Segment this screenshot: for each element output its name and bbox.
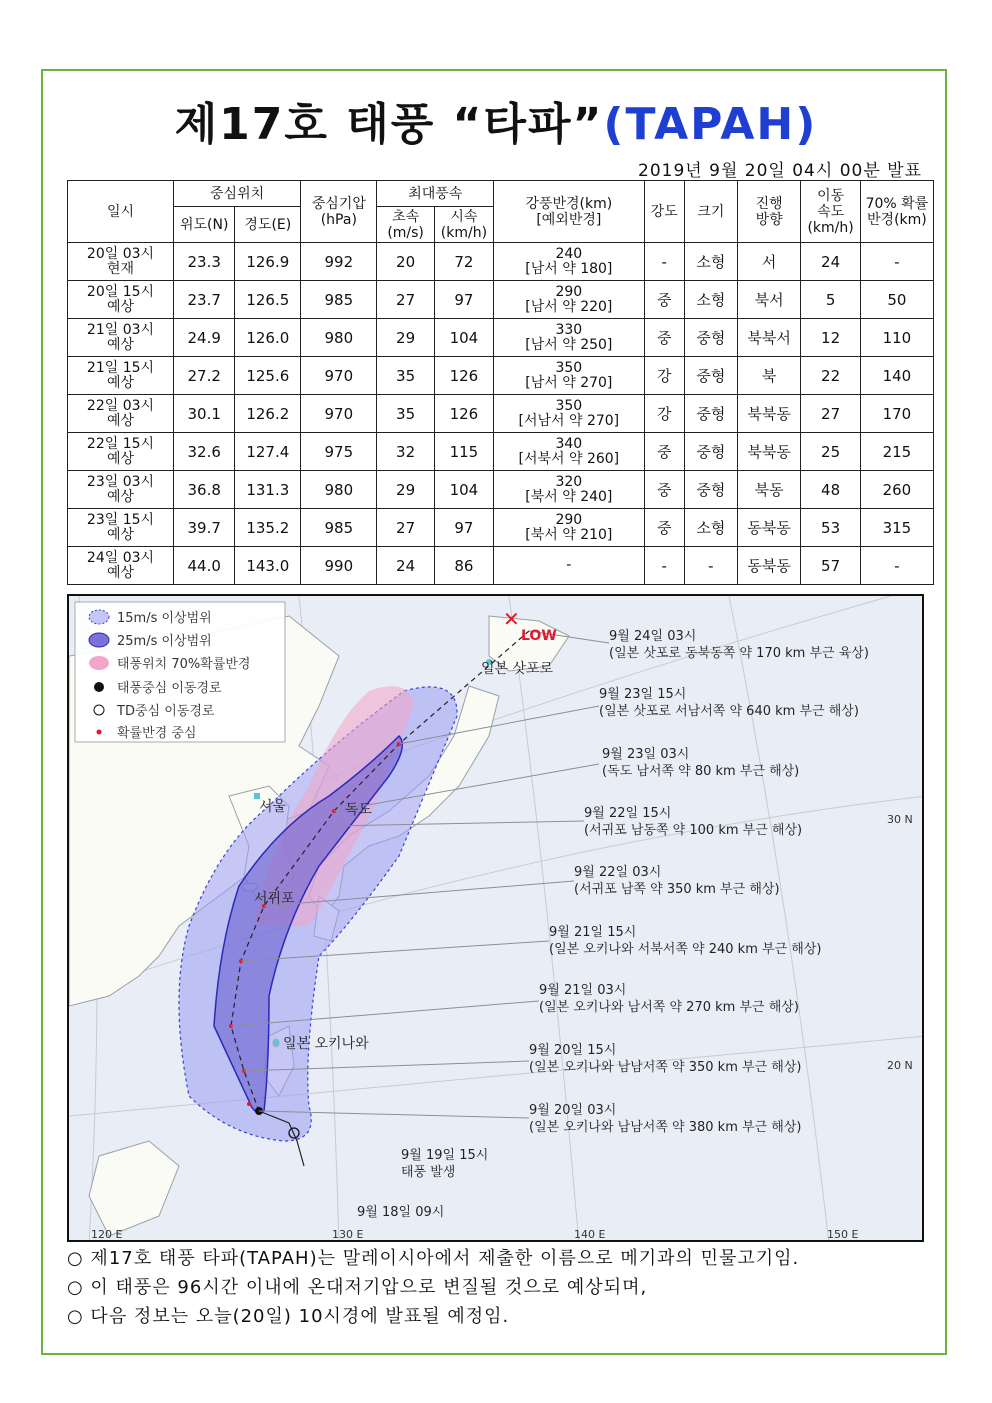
table-row (68, 395, 934, 433)
cell-prob: - (860, 243, 933, 281)
callout-8-time: 9월 20일 03시 (529, 1103, 617, 1118)
cell-kmh: 126 (434, 395, 493, 433)
cell-ms: 35 (377, 395, 434, 433)
cell-size: 소형 (684, 243, 737, 281)
table-row (68, 357, 934, 395)
cell-intensity: - (644, 547, 684, 585)
header-wind-kmh: 시속 (km/h) (434, 207, 493, 243)
callout-3-time: 9월 22일 15시 (584, 806, 672, 821)
cell-lon: 125.6 (235, 357, 301, 395)
cell-size: 중형 (684, 471, 737, 509)
cell-dir: 북 (737, 357, 801, 395)
header-gale-radius: 강풍반경(km) [예외반경] (494, 181, 645, 243)
header-pressure: 중심기압 (hPa) (301, 181, 377, 243)
cell-lat: 32.6 (173, 433, 234, 471)
map-svg (69, 596, 924, 1242)
header-lat: 위도(N) (173, 207, 234, 243)
label-seogwipo: 서귀포 (254, 891, 295, 907)
callout-6-desc: (일본 오키나와 남서쪽 약 270 km 부근 해상) (539, 1000, 799, 1015)
header-speed: 이동 속도 (km/h) (801, 181, 860, 243)
cell-intensity: 중 (644, 471, 684, 509)
cell-speed: 27 (801, 395, 860, 433)
cell-speed: 5 (801, 281, 860, 319)
callout-5-desc: (일본 오키나와 서북서쪽 약 240 km 부근 해상) (549, 942, 822, 957)
cell-datetime: 24일 03시 예상 (68, 547, 174, 585)
cell-intensity: 중 (644, 433, 684, 471)
svg-text:120 E: 120 E (91, 1228, 123, 1241)
table-row (68, 319, 934, 357)
cell-ms: 27 (377, 509, 434, 547)
cell-kmh: 104 (434, 319, 493, 357)
cell-speed: 57 (801, 547, 860, 585)
legend-prob-radius: 태풍위치 70%확률반경 (117, 657, 251, 672)
cell-ms: 29 (377, 471, 434, 509)
svg-text:130 E: 130 E (332, 1228, 364, 1241)
cell-size: 중형 (684, 433, 737, 471)
callout-5-time: 9월 21일 15시 (549, 925, 637, 940)
legend-center-track: 태풍중심 이동경로 (117, 681, 222, 696)
cell-datetime: 22일 15시 예상 (68, 433, 174, 471)
cell-gale-radius: 350 [남서 약 270] (494, 357, 645, 395)
cell-lat: 23.3 (173, 243, 234, 281)
issued-time: 2019년 9월 20일 04시 00분 발표 (638, 161, 922, 181)
cell-gale-radius: 340 [서북서 약 260] (494, 433, 645, 471)
cell-speed: 25 (801, 433, 860, 471)
callout-1-desc: (일본 삿포로 서남서쪽 약 640 km 부근 해상) (599, 704, 859, 719)
cell-size: 중형 (684, 357, 737, 395)
cell-datetime: 22일 03시 예상 (68, 395, 174, 433)
cell-size: 중형 (684, 319, 737, 357)
cell-lon: 126.0 (235, 319, 301, 357)
cell-intensity: 중 (644, 281, 684, 319)
svg-text:30 N: 30 N (887, 813, 913, 826)
legend-prob-center: 확률반경 중심 (117, 726, 197, 741)
cell-hpa: 980 (301, 319, 377, 357)
cell-datetime: 21일 03시 예상 (68, 319, 174, 357)
header-probability-radius: 70% 확률 반경(km) (860, 181, 933, 243)
cell-lat: 24.9 (173, 319, 234, 357)
cell-datetime: 21일 15시 예상 (68, 357, 174, 395)
cell-kmh: 126 (434, 357, 493, 395)
cell-lat: 30.1 (173, 395, 234, 433)
cell-intensity: - (644, 243, 684, 281)
cell-hpa: 970 (301, 395, 377, 433)
cell-lat: 23.7 (173, 281, 234, 319)
cell-intensity: 강 (644, 395, 684, 433)
cell-hpa: 985 (301, 281, 377, 319)
cell-speed: 48 (801, 471, 860, 509)
cell-lat: 36.8 (173, 471, 234, 509)
cell-size: 소형 (684, 509, 737, 547)
low-marker-icon: ✕ (503, 607, 520, 631)
svg-text:150 E: 150 E (827, 1228, 859, 1241)
cell-lon: 143.0 (235, 547, 301, 585)
callout-1-time: 9월 23일 15시 (599, 687, 687, 702)
cell-kmh: 104 (434, 471, 493, 509)
cell-size: 소형 (684, 281, 737, 319)
cell-hpa: 970 (301, 357, 377, 395)
label-seoul: 서울 (259, 799, 287, 815)
cell-speed: 53 (801, 509, 860, 547)
cell-gale-radius: 290 [북서 약 210] (494, 509, 645, 547)
callout-8-desc: (일본 오키나와 남남서쪽 약 380 km 부근 해상) (529, 1120, 802, 1135)
cell-size: 중형 (684, 395, 737, 433)
header-size: 크기 (684, 181, 737, 243)
label-dokdo: 독도 (345, 802, 373, 818)
callout-2-time: 9월 23일 03시 (602, 747, 690, 762)
callout-4-desc: (서귀포 남쪽 약 350 km 부근 해상) (574, 882, 780, 897)
typhoon-track-map (67, 594, 924, 1242)
genesis-time: 9월 19일 15시 (401, 1148, 489, 1163)
cell-prob: 110 (860, 319, 933, 357)
label-sapporo: 일본 삿포로 (481, 661, 554, 677)
cell-hpa: 992 (301, 243, 377, 281)
cell-kmh: 97 (434, 509, 493, 547)
cell-gale-radius: - (494, 547, 645, 585)
cell-datetime: 20일 15시 예상 (68, 281, 174, 319)
cell-kmh: 72 (434, 243, 493, 281)
cell-gale-radius: 350 [서남서 약 270] (494, 395, 645, 433)
label-okinawa: 일본 오키나와 (283, 1036, 369, 1052)
callout-2-desc: (독도 남서쪽 약 80 km 부근 해상) (602, 764, 800, 779)
table-row (68, 509, 934, 547)
cell-lon: 126.5 (235, 281, 301, 319)
cell-lon: 126.2 (235, 395, 301, 433)
cell-kmh: 97 (434, 281, 493, 319)
cell-lat: 44.0 (173, 547, 234, 585)
note-3: ○ 다음 정보는 오늘(20일) 10시경에 발표될 예정임. (67, 1306, 510, 1327)
cell-lon: 131.3 (235, 471, 301, 509)
callout-0-desc: (일본 삿포로 동북동쪽 약 170 km 부근 육상) (609, 646, 869, 661)
cell-size: - (684, 547, 737, 585)
cell-prob: 50 (860, 281, 933, 319)
svg-text:140 E: 140 E (574, 1228, 606, 1241)
cell-datetime: 20일 03시 현재 (68, 243, 174, 281)
cell-prob: 315 (860, 509, 933, 547)
page-title (0, 88, 992, 152)
header-max-wind: 최대풍속 (377, 181, 494, 207)
cell-dir: 북서 (737, 281, 801, 319)
cell-lon: 135.2 (235, 509, 301, 547)
cell-dir: 서 (737, 243, 801, 281)
cell-prob: - (860, 547, 933, 585)
cell-hpa: 980 (301, 471, 377, 509)
cell-speed: 12 (801, 319, 860, 357)
cell-dir: 북북동 (737, 395, 801, 433)
cell-hpa: 985 (301, 509, 377, 547)
cell-intensity: 중 (644, 509, 684, 547)
cell-prob: 170 (860, 395, 933, 433)
callout-4-time: 9월 22일 03시 (574, 865, 662, 880)
callout-7-time: 9월 20일 15시 (529, 1043, 617, 1058)
cell-gale-radius: 240 [남서 약 180] (494, 243, 645, 281)
callout-3-desc: (서귀포 남동쪽 약 100 km 부근 해상) (584, 823, 803, 838)
table-row (68, 433, 934, 471)
notes (67, 1244, 799, 1331)
cell-speed: 22 (801, 357, 860, 395)
cell-dir: 북북서 (737, 319, 801, 357)
cell-speed: 24 (801, 243, 860, 281)
callout-7-desc: (일본 오키나와 남남서쪽 약 350 km 부근 해상) (529, 1060, 802, 1075)
cell-dir: 북동 (737, 471, 801, 509)
header-wind-ms: 초속 (m/s) (377, 207, 434, 243)
cell-lon: 126.9 (235, 243, 301, 281)
header-datetime: 일시 (68, 181, 174, 243)
cell-kmh: 115 (434, 433, 493, 471)
cell-kmh: 86 (434, 547, 493, 585)
callout-0-time: 9월 24일 03시 (609, 629, 697, 644)
svg-text:20 N: 20 N (887, 1059, 913, 1072)
cell-hpa: 990 (301, 547, 377, 585)
cell-lat: 39.7 (173, 509, 234, 547)
cell-datetime: 23일 15시 예상 (68, 509, 174, 547)
callout-6-time: 9월 21일 03시 (539, 983, 627, 998)
cell-ms: 27 (377, 281, 434, 319)
header-direction: 진행 방향 (737, 181, 801, 243)
cell-prob: 260 (860, 471, 933, 509)
table-row (68, 471, 934, 509)
cell-ms: 29 (377, 319, 434, 357)
forecast-table (67, 180, 934, 585)
title-korean: 제17호 태풍 “타파” (174, 99, 604, 150)
cell-prob: 215 (860, 433, 933, 471)
legend-15ms: 15m/s 이상범위 (117, 611, 212, 626)
cell-dir: 동북동 (737, 547, 801, 585)
cell-gale-radius: 330 [남서 약 250] (494, 319, 645, 357)
cell-lon: 127.4 (235, 433, 301, 471)
cell-gale-radius: 290 [남서 약 220] (494, 281, 645, 319)
legend-td-track: TD중심 이동경로 (117, 704, 215, 719)
header-intensity: 강도 (644, 181, 684, 243)
cell-lat: 27.2 (173, 357, 234, 395)
table-row (68, 281, 934, 319)
early-time: 9월 18일 09시 (357, 1205, 445, 1220)
cell-gale-radius: 320 [북서 약 240] (494, 471, 645, 509)
cell-intensity: 중 (644, 319, 684, 357)
note-1: ○ 제17호 태풍 타파(TAPAH)는 말레이시아에서 제출한 이름으로 메기과의 민물고기임. (67, 1248, 800, 1269)
note-2: ○ 이 태풍은 96시간 이내에 온대저기압으로 변질될 것으로 예상되며, (67, 1277, 648, 1298)
cell-ms: 32 (377, 433, 434, 471)
cell-intensity: 강 (644, 357, 684, 395)
cell-ms: 35 (377, 357, 434, 395)
cell-hpa: 975 (301, 433, 377, 471)
header-lon: 경도(E) (235, 207, 301, 243)
title-english: (TAPAH) (603, 99, 818, 150)
table-row (68, 547, 934, 585)
cell-dir: 북북동 (737, 433, 801, 471)
genesis-desc: 태풍 발생 (401, 1165, 456, 1180)
cell-ms: 20 (377, 243, 434, 281)
cell-dir: 동북동 (737, 509, 801, 547)
table-row (68, 243, 934, 281)
cell-datetime: 23일 03시 예상 (68, 471, 174, 509)
cell-prob: 140 (860, 357, 933, 395)
cell-ms: 24 (377, 547, 434, 585)
header-center-position: 중심위치 (173, 181, 300, 207)
legend-25ms: 25m/s 이상범위 (117, 634, 212, 649)
label-low: LOW (521, 628, 557, 644)
